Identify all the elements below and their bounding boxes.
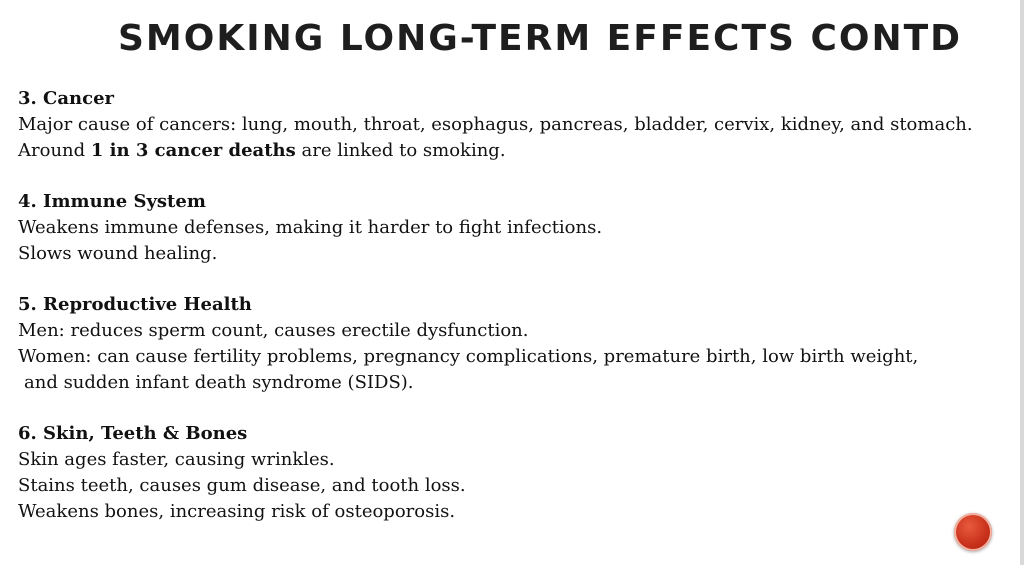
section-reproductive-health bbox=[18, 292, 1018, 396]
body-text: are linked to smoking. bbox=[295, 140, 506, 161]
body-line: Men: reduces sperm count, causes erectile dysfunction. bbox=[18, 320, 529, 341]
slide-title: SMOKING LONG-TERM EFFECTS CONTD bbox=[118, 18, 963, 59]
section-heading: 3. Cancer bbox=[18, 88, 115, 109]
red-circle-icon[interactable] bbox=[954, 513, 992, 551]
body-line bbox=[18, 138, 1018, 164]
slide-content bbox=[18, 86, 1018, 550]
body-line: Women: can cause fertility problems, pregnancy complications, premature birth, low birth weight, bbox=[18, 346, 919, 367]
section-immune-system bbox=[18, 189, 1018, 267]
emphasis-text: 1 in 3 cancer deaths bbox=[90, 140, 296, 161]
body-text: Around bbox=[18, 140, 91, 161]
body-line: Skin ages faster, causing wrinkles. bbox=[18, 449, 335, 470]
body-line: Major cause of cancers: lung, mouth, throat, esophagus, pancreas, bladder, cervix, kidney, and stomach. bbox=[18, 114, 973, 135]
section-heading: 6. Skin, Teeth & Bones bbox=[18, 423, 248, 444]
body-line: Weakens bones, increasing risk of osteoporosis. bbox=[18, 501, 456, 522]
body-line: Slows wound healing. bbox=[18, 243, 218, 264]
section-cancer bbox=[18, 86, 1018, 164]
section-heading: 5. Reproductive Health bbox=[18, 294, 252, 315]
section-skin-teeth-bones bbox=[18, 421, 1018, 525]
body-line: and sudden infant death syndrome (SIDS). bbox=[24, 372, 414, 393]
body-line: Stains teeth, causes gum disease, and tooth loss. bbox=[18, 475, 466, 496]
section-heading: 4. Immune System bbox=[18, 191, 206, 212]
body-line: Weakens immune defenses, making it harder to fight infections. bbox=[18, 217, 603, 238]
slide-edge-divider bbox=[1020, 0, 1024, 565]
